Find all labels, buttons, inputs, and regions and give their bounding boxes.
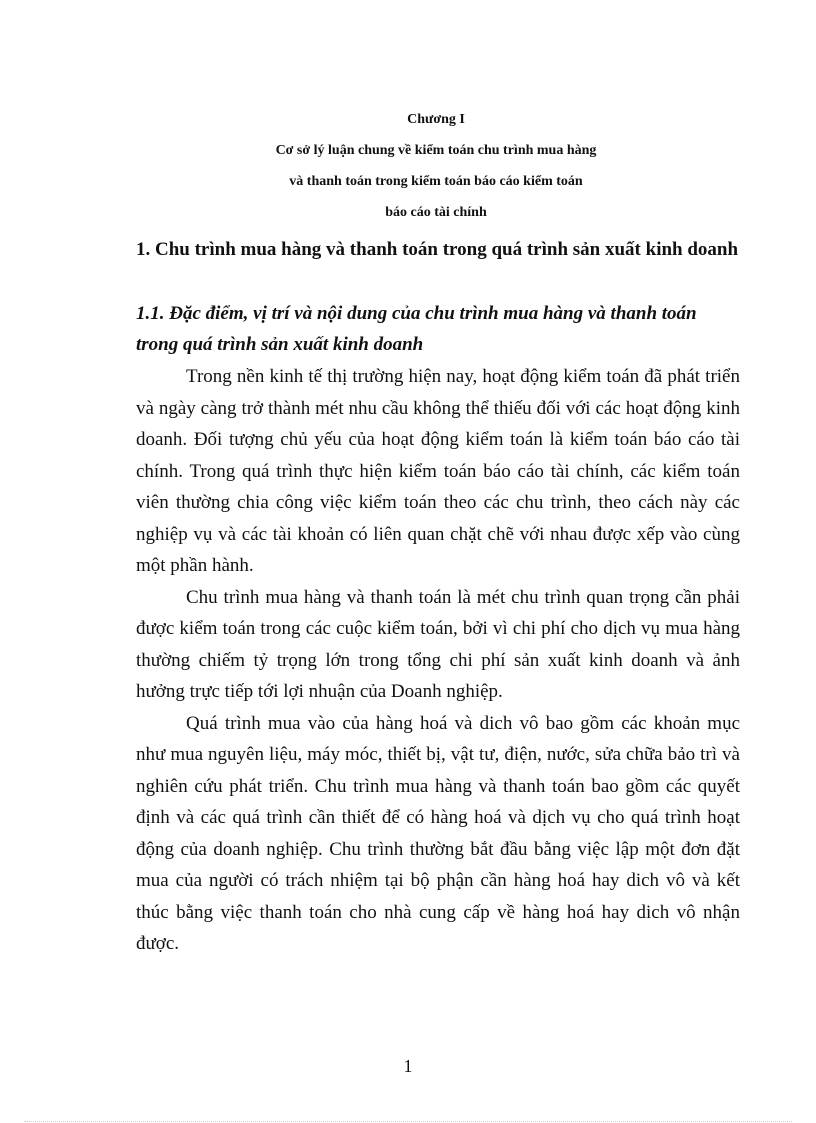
- paragraph: Trong nền kinh tế thị trường hiện nay, hoạt động kiểm toán đã phát triển và ngày càng trở thành mét nhu cầu không thể thiếu đối với các hoạt động kinh doanh. Đối tượng chủ yếu của hoạt động kiểm toán là kiểm toán báo cáo tài chính. Trong quá trình thực hiện kiểm toán báo cáo tài chính, các kiểm toán viên thường chia công việc kiểm toán theo các chu trình, theo cách này các nghiệp vụ và các tài khoản có liên quan chặt chẽ với nhau được xếp vào cùng một phần hành.: [136, 366, 740, 576]
- subsection-title-line: trong quá trình sản xuất kinh doanh: [136, 334, 424, 355]
- subsection-title-line: 1.1. Đặc điểm, vị trí và nội dung của chu trình mua hàng và thanh toán: [136, 303, 697, 324]
- section-title: 1. Chu trình mua hàng và thanh toán trong quá trình sản xuất kinh doanh: [136, 239, 739, 260]
- chapter-label: Chương I: [407, 112, 465, 127]
- page-number: 1: [403, 1056, 413, 1076]
- paragraph: Quá trình mua vào của hàng hoá và dich vô bao gồm các khoản mục như mua nguyên liệu, máy móc, thiết bị, vật tư, điện, nước, sửa chữa bảo trì và nghiên cứu phát triển. Chu trình mua hàng và thanh toán bao gồm các quyết định và các quá trình cần thiết để có hàng hoá và dịch vụ cho quá trình hoạt động của doanh nghiệp. Chu trình thường bắt đầu bằng việc lập một đơn đặt mua của người có trách nhiệm tại bộ phận cần hàng hoá hay dich vô và kết thúc bằng việc thanh toán cho nhà cung cấp về hàng hoá hay dich vô nhận được.: [136, 712, 740, 954]
- chapter-heading: [236, 104, 636, 228]
- body-text: [136, 361, 740, 960]
- chapter-title-line: và thanh toán trong kiểm toán báo cáo kiểm toán: [289, 174, 583, 189]
- paragraph: Chu trình mua hàng và thanh toán là mét chu trình quan trọng cần phải được kiểm toán trong các cuộc kiểm toán, bởi vì chi phí cho dịch vụ mua hàng thường chiếm tỷ trọng lớn trong tổng chi phí sản xuất kinh doanh và ảnh hưởng trực tiếp tới lợi nhuận của Doanh nghiệp.: [136, 586, 740, 702]
- page-bottom-divider: [24, 1121, 792, 1122]
- chapter-title-line: Cơ sở lý luận chung về kiểm toán chu trình mua hàng: [275, 143, 597, 158]
- subsection-title: [136, 298, 740, 360]
- chapter-title-line: báo cáo tài chính: [385, 205, 487, 220]
